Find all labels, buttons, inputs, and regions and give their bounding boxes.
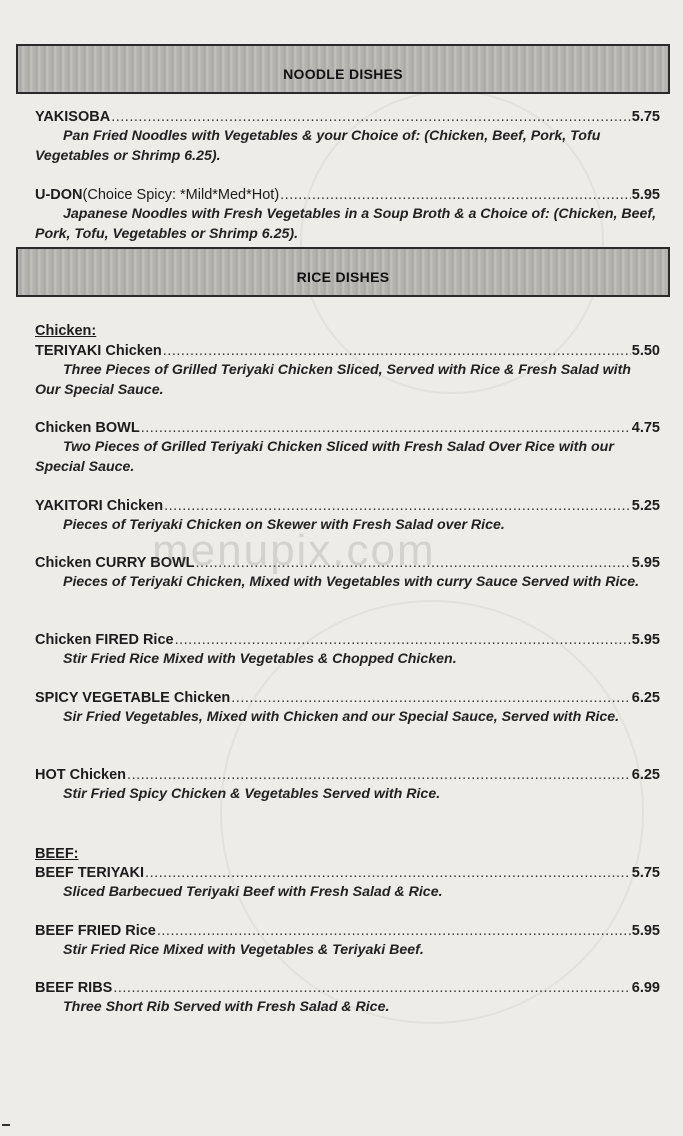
item-price: 5.95 — [631, 923, 660, 939]
item-price: 5.50 — [631, 343, 660, 359]
leader-dots — [280, 185, 631, 205]
menu-item — [35, 863, 660, 903]
item-description: Pan Fried Noodles with Vegetables & your Choice of: (Chicken, Beef, Pork, Tofu Vegetables or Shrimp 6.25). — [35, 128, 601, 164]
item-price: 6.99 — [631, 980, 660, 996]
item-price: 5.95 — [631, 555, 660, 571]
item-price: 5.25 — [631, 498, 660, 514]
item-price: 5.95 — [631, 632, 660, 648]
item-price: 5.75 — [631, 865, 660, 881]
section-title: NOODLE DISHES — [283, 66, 403, 82]
item-price: 6.25 — [631, 767, 660, 783]
item-name: SPICY VEGETABLE Chicken — [35, 690, 231, 706]
item-name: U-DON — [35, 187, 83, 203]
item-description: Pieces of Teriyaki Chicken, Mixed with Vegetables with curry Sauce Served with Rice. — [63, 574, 640, 590]
item-name: BEEF FRIED Rice — [35, 923, 156, 939]
leader-dots — [163, 341, 631, 361]
item-description: Stir Fried Spicy Chicken & Vegetables Served with Rice. — [63, 786, 441, 802]
leader-dots — [127, 765, 631, 785]
item-name: BEEF TERIYAKI — [35, 865, 145, 881]
item-name: BEEF RIBS — [35, 980, 113, 996]
item-name: YAKITORI Chicken — [35, 498, 164, 514]
watermark-text: menupix.com — [152, 526, 436, 575]
menu-item — [35, 688, 660, 728]
item-description: Stir Fried Rice Mixed with Vegetables & Chopped Chicken. — [63, 651, 457, 667]
leader-dots — [157, 921, 631, 941]
item-price: 4.75 — [631, 420, 660, 436]
item-description: Stir Fried Rice Mixed with Vegetables & Teriyaki Beef. — [63, 942, 424, 958]
menu-item — [35, 185, 660, 244]
menu-item — [35, 630, 660, 670]
menu-item — [35, 418, 660, 477]
menu-item — [35, 978, 660, 1018]
category-label-chicken: Chicken: — [35, 323, 97, 339]
item-name: Chicken FIRED Rice — [35, 632, 174, 648]
leader-dots — [141, 418, 631, 438]
item-name: TERIYAKI Chicken — [35, 343, 162, 359]
leader-dots — [164, 496, 631, 516]
leader-dots — [113, 978, 630, 998]
item-price: 5.95 — [631, 187, 660, 203]
leader-dots — [145, 863, 631, 883]
menu-item — [35, 107, 660, 166]
menu-item — [35, 341, 660, 400]
item-description: Sir Fried Vegetables, Mixed with Chicken and our Special Sauce, Served with Rice. — [63, 709, 620, 725]
leader-dots — [111, 107, 631, 127]
item-name: Chicken BOWL — [35, 420, 140, 436]
noodle-dishes-header — [16, 44, 670, 94]
item-price: 6.25 — [631, 690, 660, 706]
leader-dots — [231, 688, 631, 708]
rice-dishes-header — [16, 247, 670, 297]
item-name: Chicken CURRY BOWL — [35, 555, 195, 571]
item-price: 5.75 — [631, 109, 660, 125]
item-description: Japanese Noodles with Fresh Vegetables in a Soup Broth & a Choice of: (Chicken, Beef, Pork, Tofu, Vegetables or Shrimp 6.25). — [35, 206, 657, 242]
page-edge-mark — [2, 1124, 10, 1126]
item-description: Pieces of Teriyaki Chicken on Skewer with Fresh Salad over Rice. — [63, 517, 505, 533]
menu-item — [35, 765, 660, 805]
item-description: Three Short Rib Served with Fresh Salad & Rice. — [63, 999, 390, 1015]
section-title: RICE DISHES — [296, 269, 390, 285]
item-name: HOT Chicken — [35, 767, 127, 783]
item-description: Two Pieces of Grilled Teriyaki Chicken Sliced with Fresh Salad Over Rice with our Special Sauce. — [35, 439, 614, 475]
item-note: (Choice Spicy: *Mild*Med*Hot) — [82, 187, 280, 203]
menu-item — [35, 921, 660, 961]
category-label-beef: BEEF: — [35, 846, 79, 862]
item-description: Three Pieces of Grilled Teriyaki Chicken Sliced, Served with Rice & Fresh Salad with Our Special Sauce. — [35, 362, 631, 398]
item-name: YAKISOBA — [35, 109, 111, 125]
leader-dots — [175, 630, 631, 650]
item-description: Sliced Barbecued Teriyaki Beef with Fresh Salad & Rice. — [63, 884, 443, 900]
